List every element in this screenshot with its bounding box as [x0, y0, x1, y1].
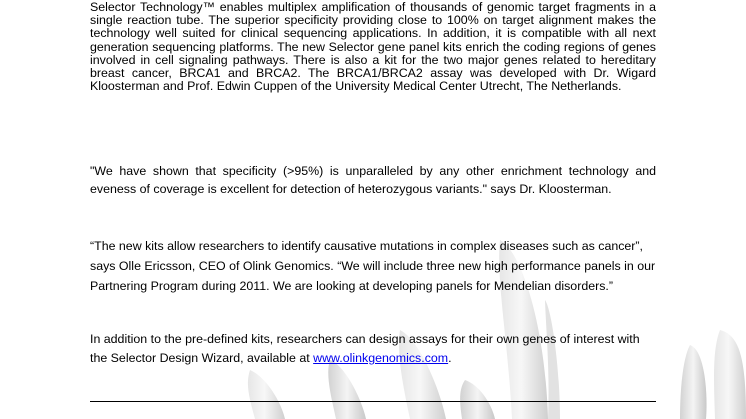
paragraph-kloosterman-quote: "We have shown that specificity (>95%) is unparalleled by any other enrichment technology and eveness of coverage is excellent for detection of heterozygous variants." says Dr. Kloosterman. — [90, 164, 656, 196]
paragraph-ericsson-quote: “The new kits allow researchers to identify causative mutations in complex diseases such as cancer”, says Olle Ericsson, CEO of Olink Genomics. “We will include three new high performance panels in our Partnering Program during 2011. We are looking at developing panels for Mendelian disorders.” — [90, 239, 656, 293]
watermark-petal — [714, 330, 746, 419]
paragraph-design-wizard-end: . — [448, 351, 452, 365]
paragraph-design-wizard-text: In addition to the pre-defined kits, researchers can design assays for their own genes of interest with the Selector Design Wizard, available at — [90, 332, 640, 365]
watermark-petal — [328, 360, 366, 419]
watermark-petal — [460, 380, 495, 419]
paragraph-design-wizard — [90, 330, 656, 368]
olink-website-link[interactable]: www.olinkgenomics.com — [313, 351, 449, 365]
paragraph-selector-technology: Selector Technology™ enables multiplex amplification of thousands of genomic target fragments in a single reaction tube. The superior specificity providing close to 100% on target alignment makes the technology well suited for clinical sequencing applications. In addition, it is compatible with all next generation sequencing platforms. The new Selector gene panel kits enrich the coding regions of genes involved in cell signaling pathways. There is also a kit for the two major genes related to hereditary breast cancer, BRCA1 and BRCA2. The BRCA1/BRCA2 assay was developed with Dr. Wigard Kloosterman and Prof. Edwin Cuppen of the University Medical Center Utrecht, The Netherlands. — [90, 0, 656, 94]
footer-divider — [90, 401, 656, 402]
watermark-petal — [248, 370, 285, 419]
watermark-petal — [680, 345, 707, 419]
